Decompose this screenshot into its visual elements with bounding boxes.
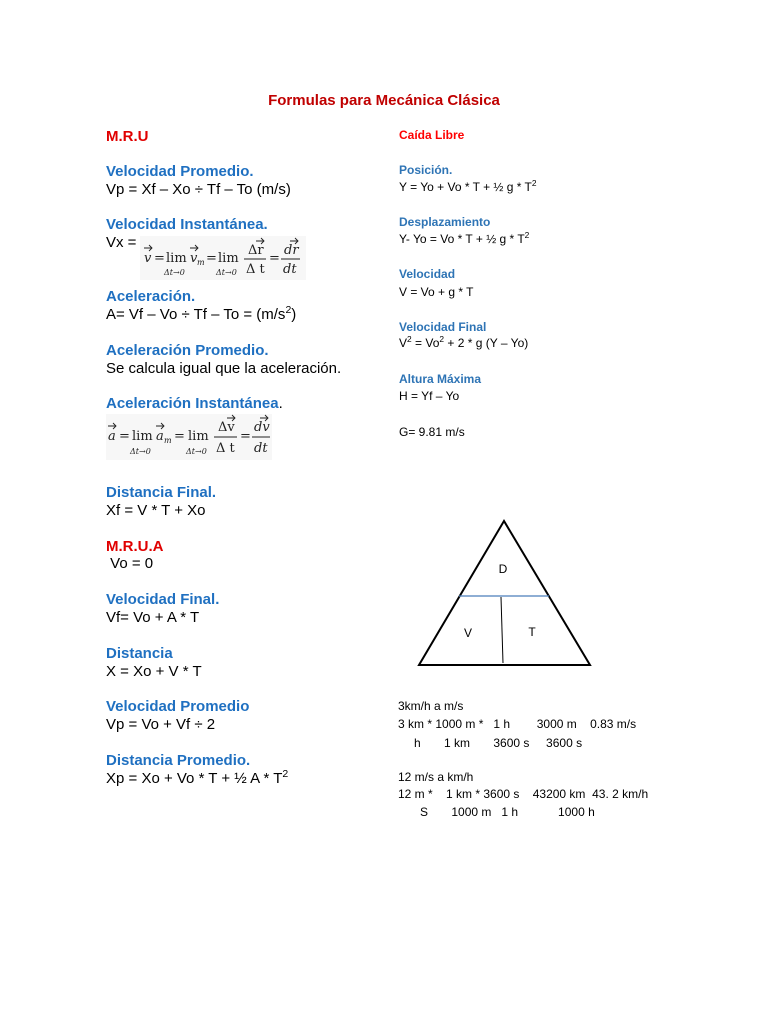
gravity-value: G= 9.81 m/s <box>399 425 465 439</box>
mrua-formula: Vo = 0 <box>106 555 154 572</box>
triangle-label-t: T <box>528 625 536 639</box>
conversion-1-line-1: 3 km * 1000 m * 1 h 3000 m 0.83 m/s <box>398 717 637 731</box>
svg-text:=: = <box>154 251 165 266</box>
svg-text:lim: lim <box>188 429 209 444</box>
triangle-vertical-divider <box>501 597 503 663</box>
velocidad-instantanea-formula-image <box>140 236 306 280</box>
aceleracion-instantanea-dot: . <box>278 395 283 412</box>
svg-text:Δt→0: Δt→0 <box>130 447 151 456</box>
posicion-formula-exponent: 2 <box>531 178 537 188</box>
svg-text:v: v <box>190 251 198 266</box>
velocidad-promedio-formula: Vp = Xf – Xo ÷ Tf – To (m/s) <box>106 181 291 198</box>
velocidad-final-right-heading: Velocidad Final <box>399 320 487 334</box>
svg-text:v: v <box>144 251 152 266</box>
svg-text:dr: dr <box>284 243 299 258</box>
triangle-label-v: V <box>463 626 473 640</box>
distancia-promedio-heading: Distancia Promedio. <box>106 752 251 769</box>
svg-text:dv: dv <box>254 420 270 435</box>
aceleracion-heading: Aceleración. <box>106 288 196 305</box>
svg-text:Δv: Δv <box>218 420 235 435</box>
svg-text:Δr: Δr <box>248 243 264 258</box>
desplazamiento-heading: Desplazamiento <box>399 215 491 229</box>
svg-text:Δt→0: Δt→0 <box>216 268 237 277</box>
aceleracion-formula-text: A= Vf – Vo ÷ Tf – To = (m/s <box>106 306 286 323</box>
distancia-promedio-formula <box>106 770 288 787</box>
svg-text:lim: lim <box>166 251 187 266</box>
altura-maxima-formula: H = Yf – Yo <box>399 389 460 403</box>
conversion-2-line-1: 12 m * 1 km * 3600 s 43200 km 43. 2 km/h <box>398 787 649 801</box>
svg-text:Δt→0: Δt→0 <box>164 268 185 277</box>
aceleracion-formula-tail: ) <box>291 306 297 323</box>
velocidad-final-right-formula <box>399 336 528 350</box>
mrua-heading: M.R.U.A <box>106 538 164 555</box>
aceleracion-formula-exponent: 2 <box>285 304 292 316</box>
triangle-label-d: D <box>498 562 508 576</box>
vf-part-2: = Vo <box>411 336 440 350</box>
vf-exponent-2: 2 <box>439 334 445 344</box>
svg-text:=: = <box>119 429 130 444</box>
svg-text:m: m <box>164 436 172 445</box>
distancia-final-formula: Xf = V * T + Xo <box>106 502 206 519</box>
svg-text:=: = <box>174 429 185 444</box>
aceleracion-formula <box>106 306 296 323</box>
velocidad-promedio-2-heading: Velocidad Promedio <box>106 698 250 715</box>
conversion-2-title: 12 m/s a km/h <box>398 770 474 784</box>
conversion-1-title: 3km/h a m/s <box>398 699 464 713</box>
aceleracion-instantanea-heading-text: Aceleración Instantánea <box>106 395 279 412</box>
svg-text:Δt→0: Δt→0 <box>186 447 207 456</box>
velocidad-formula: V = Vo + g * T <box>399 285 474 299</box>
svg-text:=: = <box>206 251 217 266</box>
velocidad-final-formula: Vf= Vo + A * T <box>106 609 200 626</box>
desplazamiento-formula-text: Y- Yo = Vo * T + ½ g * T <box>399 232 525 246</box>
svg-text:m: m <box>197 258 205 267</box>
posicion-formula <box>399 180 537 194</box>
distancia-heading: Distancia <box>106 645 173 662</box>
desplazamiento-formula <box>399 232 529 246</box>
velocidad-instantanea-heading: Velocidad Instantánea. <box>106 216 268 233</box>
svg-text:a: a <box>108 429 116 444</box>
vf-part-3: + 2 * g (Y – Yo) <box>444 336 529 350</box>
svg-text:=: = <box>240 429 251 444</box>
posicion-formula-text: Y = Yo + Vo * T + ½ g * T <box>399 180 532 194</box>
vf-part-1: V <box>399 336 408 350</box>
velocidad-instantanea-label: Vx = <box>106 234 137 251</box>
page-title: Formulas para Mecánica Clásica <box>268 92 500 109</box>
velocidad-promedio-2-formula: Vp = Vo + Vf ÷ 2 <box>106 716 216 733</box>
svg-text:a: a <box>156 429 164 444</box>
svg-text:=: = <box>269 251 280 266</box>
conversion-2-line-2: S 1000 m 1 h 1000 h <box>420 805 595 819</box>
altura-maxima-heading: Altura Máxima <box>399 372 482 386</box>
velocidad-final-heading: Velocidad Final. <box>106 591 220 608</box>
distancia-final-heading: Distancia Final. <box>106 484 217 501</box>
svg-text:dt: dt <box>283 262 297 277</box>
velocidad-promedio-heading: Velocidad Promedio. <box>106 163 254 180</box>
conversion-1-line-2: h 1 km 3600 s 3600 s <box>414 736 583 750</box>
triangle-outline <box>419 521 590 665</box>
aceleracion-instantanea-heading <box>106 395 283 413</box>
posicion-heading: Posición. <box>399 163 453 177</box>
desplazamiento-formula-exponent: 2 <box>524 230 530 240</box>
svg-text:Δ t: Δ t <box>216 441 235 456</box>
aceleracion-instantanea-formula-image <box>106 414 272 460</box>
distancia-promedio-formula-text: Xp = Xo + Vo * T + ½ A * T <box>106 770 283 787</box>
svg-text:Δ t: Δ t <box>246 262 265 277</box>
dvt-triangle-diagram <box>410 512 600 674</box>
aceleracion-promedio-text: Se calcula igual que la aceleración. <box>106 360 342 377</box>
aceleracion-promedio-heading: Aceleración Promedio. <box>106 342 269 359</box>
svg-text:lim: lim <box>132 429 153 444</box>
velocidad-heading: Velocidad <box>399 267 456 281</box>
distancia-formula: X = Xo + V * T <box>106 663 202 680</box>
mru-heading: M.R.U <box>106 128 149 145</box>
distancia-promedio-formula-exponent: 2 <box>282 768 289 780</box>
svg-text:dt: dt <box>254 441 268 456</box>
vf-exponent-1: 2 <box>407 334 412 344</box>
svg-text:lim: lim <box>218 251 239 266</box>
caida-libre-heading: Caída Libre <box>399 128 465 142</box>
